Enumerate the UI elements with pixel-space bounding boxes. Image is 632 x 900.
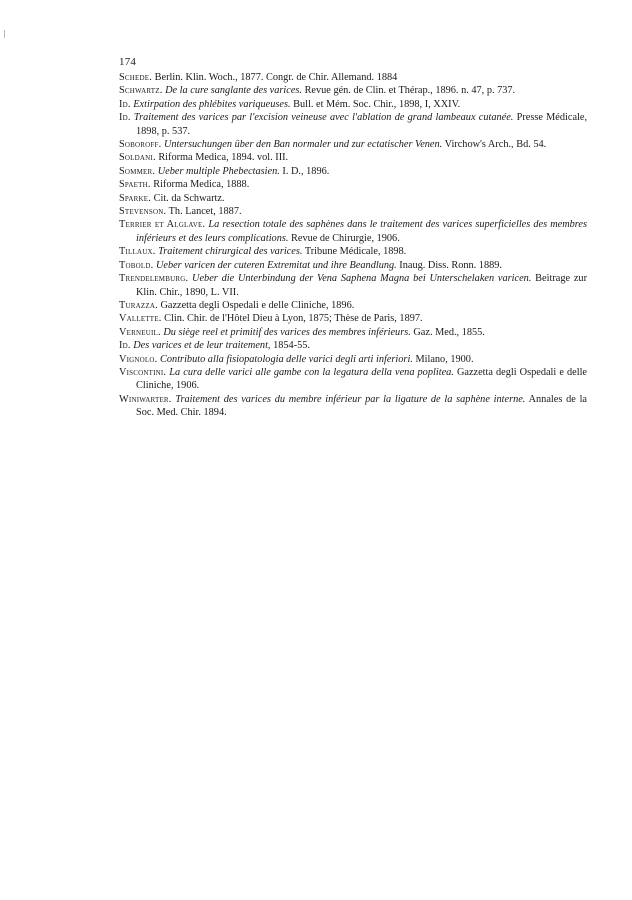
bibliography-entry: [119, 272, 587, 299]
entry-title: Traitement des varices par l'excision veineuse avec l'ablation de grand lambeaux cutanée.: [133, 112, 514, 124]
bibliography-entry: [119, 312, 587, 325]
bibliography-entry: [119, 393, 587, 420]
bibliography-entry: [119, 339, 587, 352]
bibliography-entry: [119, 192, 587, 205]
bibliography-entry: [119, 259, 587, 272]
entry-title: La resection totale des saphènes dans le traitement des varices superficielles des membres inférieurs et des leurs complications.: [136, 219, 588, 244]
bibliography-entry: [119, 111, 587, 138]
entry-title: Ueber varicen der cuteren Extremitat und ihre Beandlung.: [155, 259, 397, 271]
entry-title: Du siège reel et primitif des varices des membres inférieurs.: [163, 326, 411, 338]
entry-source: Presse Médicale, 1898, p. 537.: [136, 112, 588, 137]
bibliography-entry: [119, 84, 587, 97]
entry-source: Revue de Chirurgie, 1906.: [291, 232, 400, 244]
bibliography-list: [119, 71, 587, 420]
entry-author: Tobold.: [119, 259, 154, 271]
entry-title: Extirpation des phlébites variqueuses.: [133, 98, 291, 110]
entry-source: Gaz. Med., 1855.: [413, 326, 485, 338]
entry-title: Ueber multiple Phebectasien.: [157, 165, 280, 177]
entry-title: La cura delle varici alle gambe con la legatura della vena poplitea.: [169, 366, 454, 378]
entry-author: Terrier et Alglave.: [119, 219, 206, 231]
entry-source: Revue gén. de Clin. et Thérap., 1896. n. 47, p. 737.: [304, 85, 516, 97]
bibliography-entry: [119, 245, 587, 258]
entry-source: Beitrage zur Klin. Chir., 1890, L. VII.: [136, 273, 587, 298]
entry-author: Sparke.: [119, 192, 152, 204]
bibliography-entry: [119, 205, 587, 218]
entry-source: Riforma Medica, 1894. vol. III.: [158, 152, 289, 164]
entry-author: Turazza.: [119, 299, 158, 311]
entry-author: Soboroff.: [119, 139, 162, 151]
entry-author: Vignolo.: [119, 353, 158, 365]
entry-source: Clin. Chir. de l'Hôtel Dieu à Lyon, 1875; Thèse de Paris, 1897.: [164, 313, 423, 325]
entry-author: Winiwarter.: [119, 393, 172, 405]
entry-source: Gazzetta degli Ospedali e delle Cliniche, 1906.: [136, 366, 588, 392]
entry-source: Th. Lancet, 1887.: [168, 206, 242, 218]
entry-author: Stevenson.: [119, 206, 167, 218]
entry-source: Berlin. Klin. Woch., 1877. Congr. de Chir. Allemand. 1884: [154, 72, 398, 83]
entry-author: Trendelemburg.: [119, 273, 189, 285]
entry-title: Traitement chirurgical des varices.: [158, 246, 303, 258]
entry-title: Traitement des varices du membre inférieur par la ligature de la saphène interne.: [175, 393, 526, 405]
bibliography-entry: [119, 165, 587, 178]
entry-title: Des varices et de leur traitement,: [133, 340, 271, 352]
entry-author: Id.: [119, 98, 131, 110]
entry-author: Viscontini.: [119, 366, 167, 378]
entry-source: Tribune Médicale, 1898.: [304, 246, 407, 258]
entry-source: Inaug. Diss. Ronn. 1889.: [399, 259, 502, 271]
scan-margin-mark: [4, 30, 5, 38]
bibliography-entry: [119, 326, 587, 339]
entry-author: Sommer.: [119, 165, 156, 177]
entry-source: 1854-55.: [273, 340, 310, 352]
entry-source: I. D., 1896.: [282, 165, 330, 177]
entry-author: Tillaux.: [119, 246, 156, 258]
entry-title: De la cure sanglante des varices.: [165, 85, 302, 97]
entry-author: Id.: [119, 112, 131, 124]
bibliography-entry: [119, 71, 587, 84]
bibliography-entry: [119, 98, 587, 111]
entry-author: Schwartz.: [119, 85, 163, 97]
bibliography-entry: [119, 353, 587, 366]
entry-author: Spaeth.: [119, 179, 151, 191]
entry-source: Bull. et Mém. Soc. Chir., 1898, I, XXIV.: [293, 98, 461, 110]
bibliography-entry: [119, 299, 587, 312]
bibliography-entry: [119, 151, 587, 164]
entry-source: Riforma Medica, 1888.: [153, 179, 250, 191]
bibliography-entry: [119, 138, 587, 151]
bibliography-entry: [119, 218, 587, 245]
entry-author: Verneuil.: [119, 326, 161, 338]
entry-title: Untersuchungen über den Ban normaler und zur ectatischer Venen.: [163, 139, 443, 151]
entry-source: Cit. da Schwartz.: [153, 192, 225, 204]
bibliography-entry: [119, 366, 587, 393]
entry-title: Ueber die Unterbindung der Vena Saphena Magna bei Unterschelaken varicen.: [192, 273, 532, 285]
entry-source: Milano, 1900.: [415, 353, 474, 365]
entry-source: Gazzetta degli Ospedali e delle Cliniche, 1896.: [160, 299, 355, 311]
entry-author: Schede.: [119, 72, 153, 83]
bibliography-entry: [119, 178, 587, 191]
entry-source: Annales de la Soc. Med. Chir. 1894.: [136, 393, 588, 419]
entry-title: Contributo alla fisiopatologia delle varici degli arti inferiori.: [160, 353, 413, 365]
entry-author: Id.: [119, 340, 131, 352]
page-number: 174: [119, 56, 137, 68]
entry-source: Virchow's Arch., Bd. 54.: [444, 139, 547, 151]
entry-author: Vallette.: [119, 313, 162, 325]
entry-author: Soldani.: [119, 152, 156, 164]
